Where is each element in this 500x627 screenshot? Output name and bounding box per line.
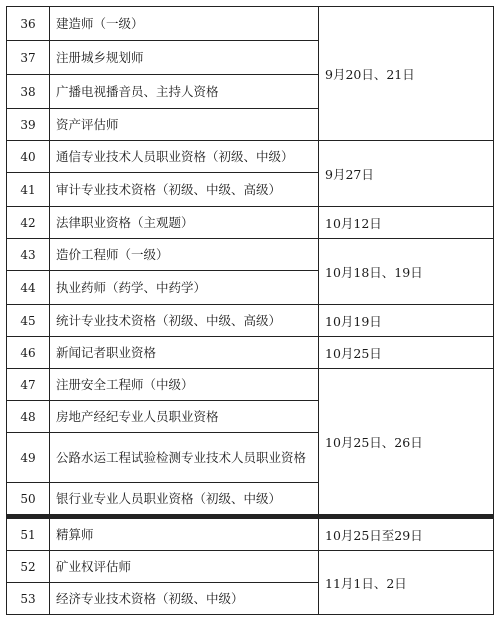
row-number: 44 [7,271,50,305]
exam-name: 广播电视播音员、主持人资格 [50,75,319,109]
row-number: 37 [7,41,50,75]
exam-name: 银行业专业人员职业资格（初级、中级） [50,483,319,515]
exam-date: 10月12日 [319,207,494,239]
exam-schedule-table [6,6,494,615]
row-number: 36 [7,7,50,41]
exam-name: 执业药师（药学、中药学） [50,271,319,305]
row-number: 48 [7,401,50,433]
row-number: 53 [7,583,50,615]
exam-date: 9月20日、21日 [319,7,494,141]
exam-name: 法律职业资格（主观题） [50,207,319,239]
row-number: 51 [7,519,50,551]
table-row [7,239,494,271]
row-number: 41 [7,173,50,207]
row-number: 38 [7,75,50,109]
row-number: 42 [7,207,50,239]
table-row [7,141,494,173]
exam-name: 建造师（一级） [50,7,319,41]
row-number: 50 [7,483,50,515]
exam-date: 10月25日、26日 [319,369,494,515]
exam-name: 公路水运工程试验检测专业技术人员职业资格 [50,433,319,483]
row-number: 49 [7,433,50,483]
exam-name: 审计专业技术资格（初级、中级、高级） [50,173,319,207]
table-row [7,207,494,239]
table-row [7,337,494,369]
exam-date: 10月19日 [319,305,494,337]
exam-name: 注册城乡规划师 [50,41,319,75]
table-row [7,551,494,583]
exam-date: 9月27日 [319,141,494,207]
table-row [7,519,494,551]
row-number: 39 [7,109,50,141]
exam-date: 10月25日 [319,337,494,369]
row-number: 46 [7,337,50,369]
exam-name: 资产评估师 [50,109,319,141]
row-number: 47 [7,369,50,401]
exam-name: 经济专业技术资格（初级、中级） [50,583,319,615]
row-number: 43 [7,239,50,271]
table-row [7,369,494,401]
table-row [7,305,494,337]
row-number: 45 [7,305,50,337]
exam-date: 10月25日至29日 [319,519,494,551]
exam-name: 精算师 [50,519,319,551]
exam-name: 矿业权评估师 [50,551,319,583]
exam-name: 新闻记者职业资格 [50,337,319,369]
exam-date: 11月1日、2日 [319,551,494,615]
exam-name: 通信专业技术人员职业资格（初级、中级） [50,141,319,173]
exam-name: 房地产经纪专业人员职业资格 [50,401,319,433]
table-row [7,7,494,41]
row-number: 40 [7,141,50,173]
exam-name: 注册安全工程师（中级） [50,369,319,401]
exam-date: 10月18日、19日 [319,239,494,305]
exam-name: 统计专业技术资格（初级、中级、高级） [50,305,319,337]
exam-name: 造价工程师（一级） [50,239,319,271]
row-number: 52 [7,551,50,583]
